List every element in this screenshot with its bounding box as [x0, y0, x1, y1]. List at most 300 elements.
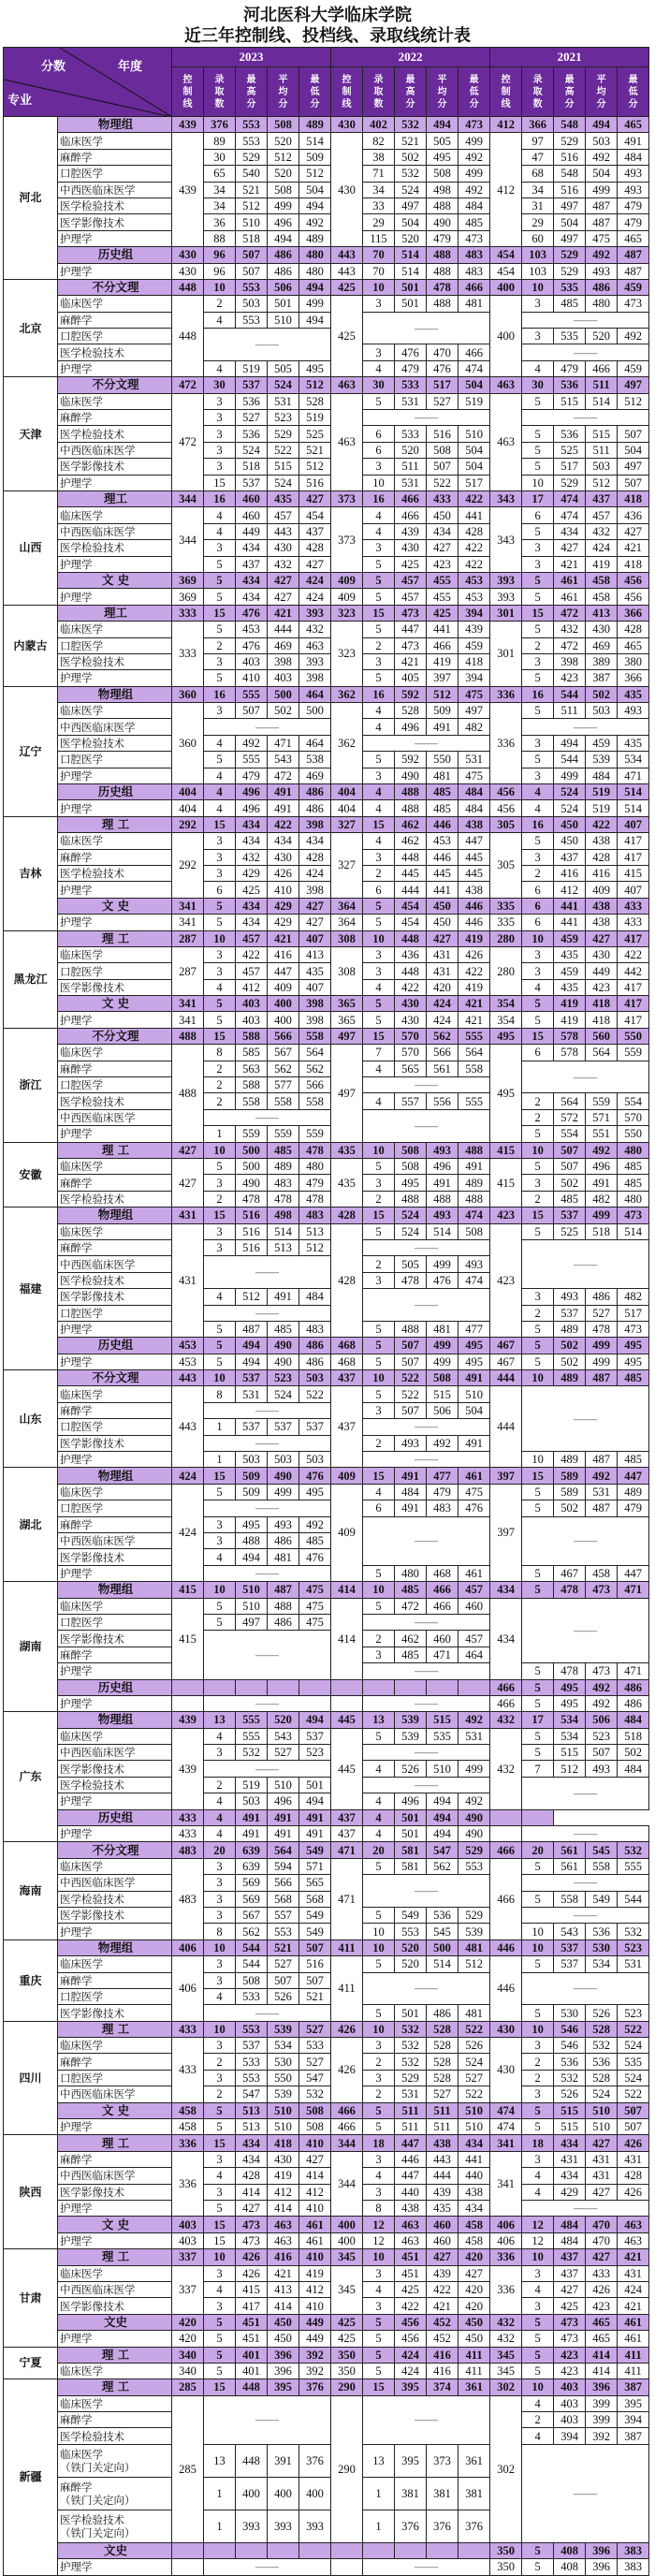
score-cell: 533 [236, 2054, 268, 2070]
score-cell: 491 [427, 719, 458, 735]
score-cell: 473 [236, 2217, 268, 2232]
score-cell: 558 [586, 1858, 618, 1874]
major-label: 临床医学 [58, 946, 172, 962]
score-cell: 478 [586, 1321, 618, 1337]
score-cell: 15 [204, 2135, 236, 2151]
control-line-cell: 434 [490, 1598, 522, 1679]
score-cell: 424 [427, 996, 458, 1012]
category-label: 理 工 [58, 930, 172, 946]
score-cell: 461 [618, 2314, 649, 2330]
score-cell: 448 [395, 849, 427, 865]
score-cell: 528 [395, 703, 427, 719]
year-header-2023: 2023 [172, 48, 331, 67]
score-cell: 559 [268, 1126, 299, 1142]
score-cell: 3 [522, 556, 554, 572]
control-line-cell: 373 [331, 507, 363, 573]
score-cell: 511 [395, 2102, 427, 2118]
score-cell: 525 [554, 442, 586, 458]
score-cell: 488 [395, 800, 427, 816]
control-line-cell: 430 [172, 263, 204, 279]
score-cell: 38 [363, 149, 395, 165]
score-cell: 531 [236, 1386, 268, 1402]
score-cell: 506 [427, 1402, 458, 1418]
score-cell: 488 [395, 784, 427, 800]
score-cell: 2 [204, 637, 236, 653]
category-row [4, 605, 649, 621]
score-cell: 414 [586, 2363, 618, 2378]
score-cell: 361 [458, 2379, 490, 2395]
score-cell: 549 [586, 1891, 618, 1907]
score-cell: 449 [236, 523, 268, 539]
score-cell: 471 [618, 768, 649, 783]
not-offered-cell: —— [363, 1745, 490, 1761]
control-line-cell: 445 [331, 1728, 363, 1809]
score-cell: 549 [395, 1907, 427, 1923]
category-label: 理 工 [58, 2379, 172, 2395]
score-cell: 520 [268, 133, 299, 149]
score-cell: 4 [363, 703, 395, 719]
score-cell: 439 [172, 117, 204, 133]
score-cell: 486 [299, 800, 331, 816]
score-cell: 434 [427, 523, 458, 539]
score-cell: 419 [268, 2168, 299, 2184]
score-cell: 5 [522, 1012, 554, 1028]
major-label: 口腔医学 [58, 963, 172, 979]
score-cell: 354 [490, 996, 522, 1012]
score-cell: 431 [427, 963, 458, 979]
score-cell: 518 [586, 1223, 618, 1239]
score-cell: 496 [236, 784, 268, 800]
score-cell: 484 [299, 1289, 331, 1305]
major-label: 医学影像技术 [58, 2184, 172, 2200]
score-cell: 493 [618, 166, 649, 182]
score-cell: 449 [586, 963, 618, 979]
major-row [4, 1484, 649, 1500]
score-cell: 572 [554, 1109, 586, 1125]
major-label: 麻醉学 [58, 2054, 172, 2070]
score-cell: 492 [458, 1712, 490, 1728]
score-cell: 439 [172, 1712, 204, 1728]
score-cell: 521 [299, 442, 331, 458]
score-cell: 522 [618, 2021, 649, 2037]
score-cell: 410 [268, 882, 299, 898]
major-row [4, 393, 649, 409]
score-cell: 8 [363, 2201, 395, 2217]
score-cell: 537 [236, 1419, 268, 1435]
score-cell: 308 [331, 930, 363, 946]
major-row [4, 1907, 649, 1923]
score-cell: 431 [427, 946, 458, 962]
score-cell: 480 [299, 263, 331, 279]
score-cell: 434 [554, 2168, 586, 2184]
score-cell: 496 [268, 1793, 299, 1809]
score-cell: 484 [586, 768, 618, 783]
major-label: 口腔医学 [58, 329, 172, 344]
score-cell: 427 [586, 2135, 618, 2151]
score-cell: 409 [331, 1468, 363, 1484]
score-cell: 550 [268, 2070, 299, 2086]
score-cell: 547 [427, 1842, 458, 1858]
score-cell: 536 [236, 426, 268, 442]
score-cell: 5 [522, 1338, 554, 1354]
major-row [4, 1452, 649, 1468]
score-cell: 405 [395, 670, 427, 686]
score-cell: 395 [268, 2379, 299, 2395]
major-row [4, 1305, 649, 1321]
province-cell: 四川 [4, 2021, 58, 2135]
score-cell: 343 [490, 490, 522, 506]
score-cell: 15 [204, 475, 236, 490]
control-line-cell: 340 [172, 2363, 204, 2378]
major-label: 临床医学 [58, 2265, 172, 2281]
score-cell: 426 [458, 946, 490, 962]
score-cell: 10 [204, 2021, 236, 2037]
score-cell: 5 [363, 915, 395, 930]
score-cell: 535 [427, 1728, 458, 1744]
score-cell: 492 [236, 735, 268, 751]
score-cell: 455 [427, 589, 458, 605]
score-cell: 510 [458, 426, 490, 442]
score-cell: 570 [618, 1109, 649, 1125]
score-cell: 461 [299, 2232, 331, 2248]
score-cell: 366 [618, 670, 649, 686]
control-line-cell: 443 [172, 1386, 204, 1468]
score-cell: 515 [268, 459, 299, 475]
score-cell: 5 [363, 1386, 395, 1402]
score-cell: 520 [268, 166, 299, 182]
score-cell: 495 [236, 1516, 268, 1532]
score-cell: 527 [268, 1745, 299, 1761]
score-cell: 443 [427, 2151, 458, 2167]
major-label: 医学检验技术 [58, 1191, 172, 1207]
score-cell: 404 [331, 784, 363, 800]
score-cell: 485 [554, 1191, 586, 1207]
score-cell: 470 [427, 344, 458, 360]
control-line-cell: 350 [331, 2363, 363, 2378]
not-offered-cell: —— [204, 1402, 331, 1418]
score-cell: 425 [395, 2281, 427, 2297]
major-label: 医学影像技术 [58, 979, 172, 995]
score-cell: 496 [427, 1159, 458, 1175]
score-cell: 472 [395, 1598, 427, 1614]
score-cell: 421 [268, 605, 299, 621]
score-cell: 459 [554, 930, 586, 946]
score-cell: 400 [236, 2477, 268, 2510]
score-cell: 10 [522, 2379, 554, 2395]
score-cell: 475 [458, 686, 490, 702]
score-cell: 521 [395, 133, 427, 149]
score-cell: 485 [618, 1159, 649, 1175]
score-cell: 437 [554, 849, 586, 865]
control-line-cell: 437 [331, 1386, 363, 1468]
score-cell: 409 [268, 979, 299, 995]
major-label: 口腔医学 [58, 752, 172, 768]
score-cell: 412 [554, 882, 586, 898]
major-label: 护理学 [58, 556, 172, 572]
score-cell: 422 [236, 946, 268, 962]
score-cell: 562 [427, 1028, 458, 1044]
major-label: 护理学 [58, 915, 172, 930]
score-cell: 508 [299, 2102, 331, 2118]
score-cell: 474 [458, 1272, 490, 1288]
score-cell: 555 [618, 1858, 649, 1874]
score-cell: 473 [554, 2314, 586, 2330]
score-cell: 484 [554, 2217, 586, 2232]
score-cell: 3 [363, 2184, 395, 2200]
score-cell: 12 [522, 2232, 554, 2248]
score-cell: 485 [458, 214, 490, 230]
score-cell: 447 [395, 2135, 427, 2151]
score-cell: 562 [427, 1858, 458, 1874]
score-cell: 508 [427, 166, 458, 182]
score-cell: 549 [299, 1907, 331, 1923]
score-cell: 6 [522, 915, 554, 930]
score-cell: 420 [172, 2314, 204, 2330]
score-cell: 423 [554, 2347, 586, 2363]
major-label: 口腔医学 [58, 1077, 172, 1093]
control-line-cell [331, 1695, 363, 1711]
score-cell: 533 [236, 1988, 268, 2004]
province-cell: 浙江 [4, 1028, 58, 1142]
score-cell: 510 [236, 1598, 268, 1614]
score-cell: 463 [268, 2217, 299, 2232]
score-cell: 407 [299, 930, 331, 946]
score-cell: 5 [522, 622, 554, 637]
score-cell: 519 [236, 1777, 268, 1793]
major-row [4, 149, 649, 165]
major-label: 医学检验技术 [58, 1777, 172, 1793]
score-cell: 535 [618, 2054, 649, 2070]
category-label: 物理组 [58, 686, 172, 702]
score-cell: 4 [204, 2168, 236, 2184]
score-cell: 447 [458, 833, 490, 849]
major-label: 麻醉学 [58, 1402, 172, 1418]
major-row [4, 2363, 649, 2378]
score-cell: 486 [268, 1532, 299, 1548]
score-cell: 493 [427, 1208, 458, 1223]
score-cell: 407 [618, 816, 649, 832]
category-row [4, 2314, 649, 2330]
score-cell: 528 [427, 2070, 458, 2086]
major-label: 临床医学 [58, 2038, 172, 2054]
score-cell: 577 [268, 1077, 299, 1093]
control-line-cell: 437 [331, 1826, 363, 1842]
score-cell: 472 [268, 768, 299, 783]
score-cell: 15 [204, 1208, 236, 1223]
major-label: 医学检验技术 [58, 1891, 172, 1907]
score-cell: 459 [618, 360, 649, 376]
category-row [4, 572, 649, 588]
score-cell: 437 [299, 523, 331, 539]
score-cell: 5 [522, 2314, 554, 2330]
score-cell: 504 [458, 442, 490, 458]
score-cell: 511 [586, 377, 618, 393]
score-cell: 96 [204, 247, 236, 263]
score-cell: 458 [586, 1565, 618, 1581]
major-label: 麻醉学 [58, 1647, 172, 1662]
score-cell: 5 [363, 1956, 395, 1972]
score-cell: 486 [299, 1354, 331, 1369]
score-cell: 555 [236, 686, 268, 702]
score-cell: 494 [299, 312, 331, 328]
score-cell: 527 [427, 393, 458, 409]
score-cell: 487 [618, 247, 649, 263]
score-cell: 88 [204, 230, 236, 246]
score-cell: 592 [395, 686, 427, 702]
score-cell [268, 2542, 299, 2558]
score-cell: 29 [522, 214, 554, 230]
score-cell: 499 [458, 166, 490, 182]
score-cell: 493 [618, 703, 649, 719]
score-cell: 457 [586, 507, 618, 523]
score-cell: 3 [204, 1907, 236, 1923]
score-cell: 499 [458, 133, 490, 149]
score-cell: 3 [204, 946, 236, 962]
score-cell: 489 [458, 1175, 490, 1191]
not-offered-cell: —— [522, 410, 649, 426]
control-line-cell: 415 [490, 1159, 522, 1208]
score-cell: 456 [618, 572, 649, 588]
score-cell: 442 [618, 963, 649, 979]
score-cell: 401 [236, 2347, 268, 2363]
score-cell: 2 [363, 1191, 395, 1207]
score-cell: 17 [522, 490, 554, 506]
score-cell: 441 [458, 507, 490, 523]
major-label: 口腔医学 [58, 1614, 172, 1630]
category-label: 不分文理 [58, 377, 172, 393]
score-cell: 422 [395, 2298, 427, 2314]
score-cell: 410 [236, 670, 268, 686]
score-cell: 533 [395, 377, 427, 393]
score-cell [299, 2542, 331, 2558]
score-cell: 487 [586, 1370, 618, 1386]
major-label: 临床医学 [58, 1598, 172, 1614]
score-cell: 488 [268, 1598, 299, 1614]
major-row [4, 2119, 649, 2135]
score-cell: 427 [554, 540, 586, 556]
major-label: 医学影像技术 [58, 1631, 172, 1647]
score-cell: 5 [522, 703, 554, 719]
major-label: 麻醉学 [58, 849, 172, 865]
score-cell: 432 [490, 1712, 522, 1728]
score-cell: 5 [204, 1012, 236, 1028]
score-cell: 3 [363, 963, 395, 979]
score-cell: 4 [522, 2395, 554, 2411]
category-row [4, 2135, 649, 2151]
score-cell: 431 [586, 2151, 618, 2167]
score-cell: 497 [236, 1614, 268, 1630]
score-cell: 493 [395, 1435, 427, 1451]
score-cell: 5 [522, 2347, 554, 2363]
year-header-2021: 2021 [490, 48, 649, 67]
score-cell: 479 [427, 230, 458, 246]
score-cell: 526 [395, 1761, 427, 1777]
score-cell: 523 [586, 1728, 618, 1744]
score-cell: 545 [427, 1924, 458, 1939]
score-cell: 550 [427, 752, 458, 768]
score-cell: 527 [268, 1956, 299, 1972]
score-cell: 559 [586, 1093, 618, 1109]
score-cell: 30 [363, 377, 395, 393]
category-label: 文史 [58, 2542, 172, 2558]
score-cell: 394 [618, 2412, 649, 2428]
score-cell: 537 [554, 1956, 586, 1972]
corner-year-label: 年度 [118, 60, 143, 74]
score-cell: 524 [268, 1386, 299, 1402]
control-line-cell: 433 [172, 2038, 204, 2103]
score-cell: 471 [427, 1647, 458, 1662]
major-label: 护理学 [58, 1012, 172, 1028]
score-cell: 373 [427, 2444, 458, 2477]
score-cell: 500 [236, 1159, 268, 1175]
score-cell: 524 [268, 475, 299, 490]
sub-column-header: 平 均 分 [268, 67, 299, 117]
score-cell: 564 [458, 1045, 490, 1061]
score-cell: 416 [427, 2363, 458, 2378]
score-cell: 415 [490, 1142, 522, 1158]
score-cell: 439 [395, 523, 427, 539]
score-cell: 488 [236, 1532, 268, 1548]
score-cell: 462 [395, 1631, 427, 1647]
score-cell: 5 [522, 1679, 554, 1695]
score-cell: 3 [204, 459, 236, 475]
score-cell: 450 [268, 2331, 299, 2347]
score-cell: 5 [522, 393, 554, 409]
score-cell: 510 [236, 214, 268, 230]
score-cell: 422 [458, 556, 490, 572]
major-label: 临床医学 [58, 2395, 172, 2411]
score-cell: 503 [586, 703, 618, 719]
score-cell: 389 [586, 653, 618, 669]
score-cell: 4 [204, 2281, 236, 2297]
score-cell: 485 [618, 1175, 649, 1191]
score-cell: 436 [618, 507, 649, 523]
score-cell: 376 [204, 117, 236, 133]
major-label: 护理学 [58, 882, 172, 898]
major-label: 护理学 [58, 800, 172, 816]
score-cell: 461 [299, 2217, 331, 2232]
score-cell: 512 [268, 149, 299, 165]
score-cell: 520 [395, 442, 427, 458]
major-label: 医学影像技术 [58, 2298, 172, 2314]
province-cell: 湖南 [4, 1582, 58, 1712]
major-row [4, 1777, 649, 1793]
score-cell: 5 [363, 1728, 395, 1744]
score-cell: 539 [395, 1712, 427, 1728]
major-row [4, 475, 649, 490]
score-cell: 427 [299, 490, 331, 506]
score-cell: 4 [363, 719, 395, 735]
not-offered-cell: —— [522, 1907, 649, 1923]
score-cell: 434 [236, 572, 268, 588]
score-cell: 473 [236, 2232, 268, 2248]
score-cell: 3 [363, 296, 395, 312]
score-cell: 2 [522, 1191, 554, 1207]
major-row [4, 1109, 649, 1125]
score-cell: 427 [299, 915, 331, 930]
control-line-cell: 448 [172, 296, 204, 377]
score-cell: 376 [299, 2379, 331, 2395]
major-row [4, 946, 649, 962]
score-cell: 20 [522, 1842, 554, 1858]
score-cell: 8 [204, 1924, 236, 1939]
score-cell: 410 [299, 2249, 331, 2265]
score-cell: 3 [204, 865, 236, 881]
score-cell: 503 [268, 1452, 299, 1468]
control-line-cell: 362 [331, 703, 363, 784]
score-cell: 8 [204, 1045, 236, 1061]
major-label: 临床医学 [58, 1045, 172, 1061]
